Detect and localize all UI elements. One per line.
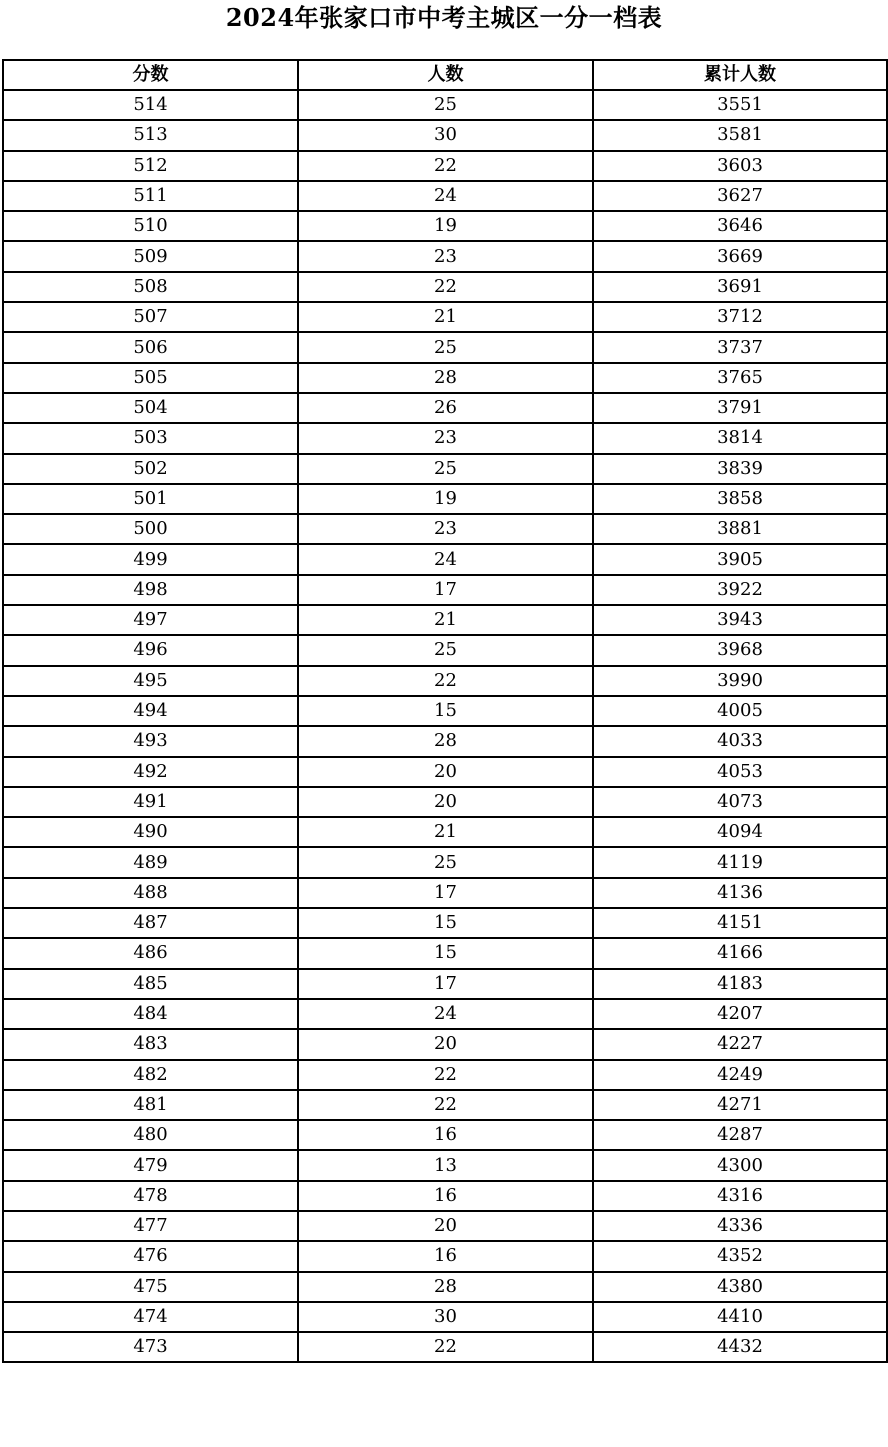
cell-count: 28	[298, 726, 593, 756]
table-row	[3, 726, 887, 756]
cell-count: 30	[298, 120, 593, 150]
cell-score: 512	[3, 151, 298, 181]
table-row	[3, 1029, 887, 1059]
cell-count: 25	[298, 454, 593, 484]
table-row	[3, 514, 887, 544]
table-row	[3, 1272, 887, 1302]
cell-score: 501	[3, 484, 298, 514]
cell-count: 26	[298, 393, 593, 423]
cell-score: 475	[3, 1272, 298, 1302]
cell-cumulative: 3881	[593, 514, 887, 544]
cell-count: 22	[298, 1090, 593, 1120]
cell-cumulative: 3814	[593, 423, 887, 453]
cell-score: 474	[3, 1302, 298, 1332]
cell-count: 15	[298, 938, 593, 968]
cell-cumulative: 4432	[593, 1332, 887, 1362]
cell-cumulative: 3905	[593, 544, 887, 574]
cell-count: 13	[298, 1150, 593, 1180]
table-row	[3, 575, 887, 605]
cell-cumulative: 4119	[593, 847, 887, 877]
table-row	[3, 151, 887, 181]
table-row	[3, 757, 887, 787]
cell-cumulative: 4151	[593, 908, 887, 938]
table-row	[3, 302, 887, 332]
cell-count: 16	[298, 1241, 593, 1271]
cell-cumulative: 3765	[593, 363, 887, 393]
cell-count: 19	[298, 484, 593, 514]
cell-cumulative: 3669	[593, 241, 887, 271]
cell-score: 500	[3, 514, 298, 544]
cell-count: 16	[298, 1181, 593, 1211]
cell-score: 506	[3, 332, 298, 362]
cell-score: 505	[3, 363, 298, 393]
table-row	[3, 1181, 887, 1211]
table-row	[3, 1302, 887, 1332]
table-row	[3, 544, 887, 574]
table-body	[3, 90, 887, 1362]
cell-cumulative: 4183	[593, 969, 887, 999]
table-row	[3, 423, 887, 453]
table-row	[3, 696, 887, 726]
cell-cumulative: 4316	[593, 1181, 887, 1211]
cell-count: 20	[298, 787, 593, 817]
table-row	[3, 1090, 887, 1120]
table-row	[3, 1241, 887, 1271]
cell-count: 28	[298, 363, 593, 393]
cell-count: 30	[298, 1302, 593, 1332]
cell-cumulative: 4207	[593, 999, 887, 1029]
cell-cumulative: 3581	[593, 120, 887, 150]
cell-count: 20	[298, 1211, 593, 1241]
cell-cumulative: 3737	[593, 332, 887, 362]
cell-count: 22	[298, 1060, 593, 1090]
cell-cumulative: 4005	[593, 696, 887, 726]
table-row	[3, 332, 887, 362]
cell-score: 479	[3, 1150, 298, 1180]
table-row	[3, 211, 887, 241]
page-title: 2024年张家口市中考主城区一分一档表	[225, 3, 663, 32]
cell-cumulative: 4249	[593, 1060, 887, 1090]
cell-score: 511	[3, 181, 298, 211]
cell-score: 483	[3, 1029, 298, 1059]
cell-cumulative: 3839	[593, 454, 887, 484]
cell-count: 22	[298, 272, 593, 302]
table-row	[3, 605, 887, 635]
cell-cumulative: 4380	[593, 1272, 887, 1302]
cell-count: 17	[298, 878, 593, 908]
table-row	[3, 969, 887, 999]
table-row	[3, 847, 887, 877]
cell-count: 22	[298, 666, 593, 696]
header-cumulative: 累计人数	[593, 60, 887, 90]
cell-count: 25	[298, 635, 593, 665]
cell-score: 498	[3, 575, 298, 605]
cell-score: 497	[3, 605, 298, 635]
cell-score: 504	[3, 393, 298, 423]
cell-score: 486	[3, 938, 298, 968]
cell-score: 503	[3, 423, 298, 453]
cell-count: 16	[298, 1120, 593, 1150]
score-table	[2, 59, 888, 1363]
cell-count: 15	[298, 696, 593, 726]
table-row	[3, 908, 887, 938]
cell-score: 490	[3, 817, 298, 847]
cell-cumulative: 4271	[593, 1090, 887, 1120]
cell-score: 514	[3, 90, 298, 120]
cell-cumulative: 3791	[593, 393, 887, 423]
cell-count: 20	[298, 1029, 593, 1059]
cell-score: 499	[3, 544, 298, 574]
cell-cumulative: 3922	[593, 575, 887, 605]
cell-cumulative: 4336	[593, 1211, 887, 1241]
cell-count: 20	[298, 757, 593, 787]
cell-count: 19	[298, 211, 593, 241]
cell-score: 489	[3, 847, 298, 877]
table-row	[3, 454, 887, 484]
table-row	[3, 272, 887, 302]
cell-cumulative: 4300	[593, 1150, 887, 1180]
cell-score: 480	[3, 1120, 298, 1150]
table-row	[3, 484, 887, 514]
cell-cumulative: 4094	[593, 817, 887, 847]
table-row	[3, 1060, 887, 1090]
cell-score: 487	[3, 908, 298, 938]
cell-count: 17	[298, 575, 593, 605]
cell-score: 494	[3, 696, 298, 726]
cell-score: 482	[3, 1060, 298, 1090]
cell-count: 24	[298, 999, 593, 1029]
cell-score: 513	[3, 120, 298, 150]
cell-score: 484	[3, 999, 298, 1029]
cell-count: 25	[298, 847, 593, 877]
cell-score: 502	[3, 454, 298, 484]
cell-cumulative: 4033	[593, 726, 887, 756]
cell-cumulative: 3712	[593, 302, 887, 332]
table-row	[3, 241, 887, 271]
table-row	[3, 1332, 887, 1362]
cell-score: 476	[3, 1241, 298, 1271]
cell-cumulative: 4410	[593, 1302, 887, 1332]
table-row	[3, 938, 887, 968]
cell-cumulative: 4352	[593, 1241, 887, 1271]
cell-count: 21	[298, 302, 593, 332]
cell-score: 510	[3, 211, 298, 241]
cell-cumulative: 3627	[593, 181, 887, 211]
table-row	[3, 666, 887, 696]
cell-score: 485	[3, 969, 298, 999]
header-count: 人数	[298, 60, 593, 90]
cell-cumulative: 3691	[593, 272, 887, 302]
cell-cumulative: 4073	[593, 787, 887, 817]
cell-count: 17	[298, 969, 593, 999]
table-row	[3, 878, 887, 908]
cell-score: 481	[3, 1090, 298, 1120]
table-row	[3, 1150, 887, 1180]
cell-count: 23	[298, 241, 593, 271]
cell-score: 507	[3, 302, 298, 332]
cell-score: 473	[3, 1332, 298, 1362]
cell-count: 21	[298, 605, 593, 635]
cell-score: 493	[3, 726, 298, 756]
cell-cumulative: 3858	[593, 484, 887, 514]
cell-cumulative: 3943	[593, 605, 887, 635]
table-row	[3, 393, 887, 423]
cell-score: 477	[3, 1211, 298, 1241]
cell-cumulative: 4287	[593, 1120, 887, 1150]
table-row	[3, 635, 887, 665]
cell-score: 508	[3, 272, 298, 302]
cell-count: 22	[298, 151, 593, 181]
header-score: 分数	[3, 60, 298, 90]
cell-cumulative: 4227	[593, 1029, 887, 1059]
cell-cumulative: 3968	[593, 635, 887, 665]
cell-cumulative: 3603	[593, 151, 887, 181]
cell-count: 25	[298, 332, 593, 362]
cell-count: 21	[298, 817, 593, 847]
table-row	[3, 181, 887, 211]
table-row	[3, 1211, 887, 1241]
cell-cumulative: 4166	[593, 938, 887, 968]
table-header-row	[3, 60, 887, 90]
cell-cumulative: 4053	[593, 757, 887, 787]
table-row	[3, 787, 887, 817]
cell-score: 496	[3, 635, 298, 665]
cell-score: 509	[3, 241, 298, 271]
cell-score: 478	[3, 1181, 298, 1211]
cell-cumulative: 4136	[593, 878, 887, 908]
cell-score: 491	[3, 787, 298, 817]
cell-count: 24	[298, 544, 593, 574]
cell-count: 25	[298, 90, 593, 120]
cell-count: 23	[298, 514, 593, 544]
cell-count: 24	[298, 181, 593, 211]
cell-cumulative: 3990	[593, 666, 887, 696]
table-row	[3, 363, 887, 393]
cell-cumulative: 3551	[593, 90, 887, 120]
table-row	[3, 1120, 887, 1150]
cell-count: 15	[298, 908, 593, 938]
cell-count: 28	[298, 1272, 593, 1302]
cell-score: 488	[3, 878, 298, 908]
table-row	[3, 90, 887, 120]
cell-score: 495	[3, 666, 298, 696]
cell-cumulative: 3646	[593, 211, 887, 241]
table-row	[3, 120, 887, 150]
cell-count: 23	[298, 423, 593, 453]
cell-count: 22	[298, 1332, 593, 1362]
cell-score: 492	[3, 757, 298, 787]
table-row	[3, 999, 887, 1029]
table-row	[3, 817, 887, 847]
